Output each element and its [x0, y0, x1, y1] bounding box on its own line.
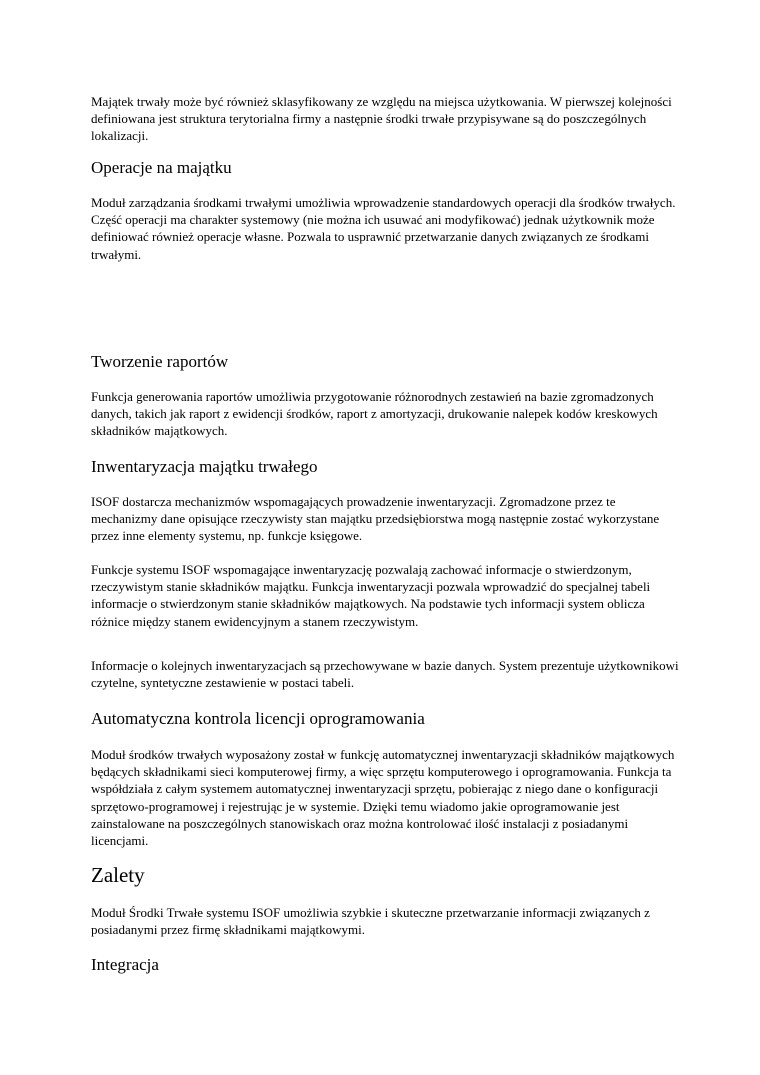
heading-reports: Tworzenie raportów: [91, 352, 229, 371]
intro-paragraph: Majątek trwały może być również sklasyfikowany ze względu na miejsca użytkowania. W pierwszej kolejności definiowana jest struktura terytorialna firmy a następnie środki trwałe przypisywane są do poszczególnych lokalizacji.: [91, 94, 672, 144]
heading-advantages: Zalety: [91, 863, 145, 887]
advantages-paragraph: Moduł Środki Trwałe systemu ISOF umożliwia szybkie i skuteczne przetwarzanie informacji związanych z posiadanymi przez firmę składnikami majątkowymi.: [91, 905, 650, 938]
heading-license-control: Automatyczna kontrola licencji oprogramowania: [91, 709, 425, 728]
inventory-paragraph-1: ISOF dostarcza mechanizmów wspomagających prowadzenie inwentaryzacji. Zgromadzone przez te mechanizmy dane opisujące rzeczywisty stan majątku przedsiębiorstwa mogą następnie zostać wykorzystane przez inne elementy systemu, np. funkcje księgowe.: [91, 494, 660, 544]
heading-inventory: Inwentaryzacja majątku trwałego: [91, 457, 318, 476]
inventory-paragraph-2: Funkcje systemu ISOF wspomagające inwentaryzację pozwalają zachować informacje o stwierdzonym, rzeczywistym stanie składników majątku. Funkcja inwentaryzacji pozwala wprowadzić do specjalnej tabeli informacje o stwierdzonym stanie składników majątkowych. Na podstawie tych informacji system oblicza różnice między stanem ewidencyjnym a stanem rzeczywistym.: [91, 562, 651, 629]
heading-operations: Operacje na majątku: [91, 158, 232, 177]
operations-paragraph: Moduł zarządzania środkami trwałymi umożliwia wprowadzenie standardowych operacji dla środków trwałych. Część operacji ma charakter systemowy (nie można ich usuwać ani modyfikować) jednak użytkownik może definiować również operacje własne. Pozwala to usprawnić przetwarzanie danych związanych ze środkami trwałymi.: [91, 195, 676, 262]
heading-integration: Integracja: [91, 955, 159, 974]
inventory-paragraph-3: Informacje o kolejnych inwentaryzacjach są przechowywane w bazie danych. System prezentuje użytkownikowi czytelne, syntetyczne zestawienie w postaci tabeli.: [91, 658, 679, 691]
reports-paragraph: Funkcja generowania raportów umożliwia przygotowanie różnorodnych zestawień na bazie zgromadzonych danych, takich jak raport z ewidencji środków, raport z amortyzacji, drukowanie nalepek kodów kreskowych składników majątkowych.: [91, 389, 658, 439]
license-control-paragraph: Moduł środków trwałych wyposażony został w funkcję automatycznej inwentaryzacji składników majątkowych będących składnikami sieci komputerowej firmy, a więc sprzętu komputerowego i oprogramowania. Funkcja ta współdziała z całym systemem automatycznej inwentaryzacji sprzętu, pobierając z niego dane o konfiguracji sprzętowo-programowej i rejestrując je w systemie. Dzięki temu wiadomo jakie oprogramowanie jest zainstalowane na poszczególnych stanowiskach oraz można kontrolować ilość instalacji z posiadanymi licencjami.: [91, 747, 675, 849]
